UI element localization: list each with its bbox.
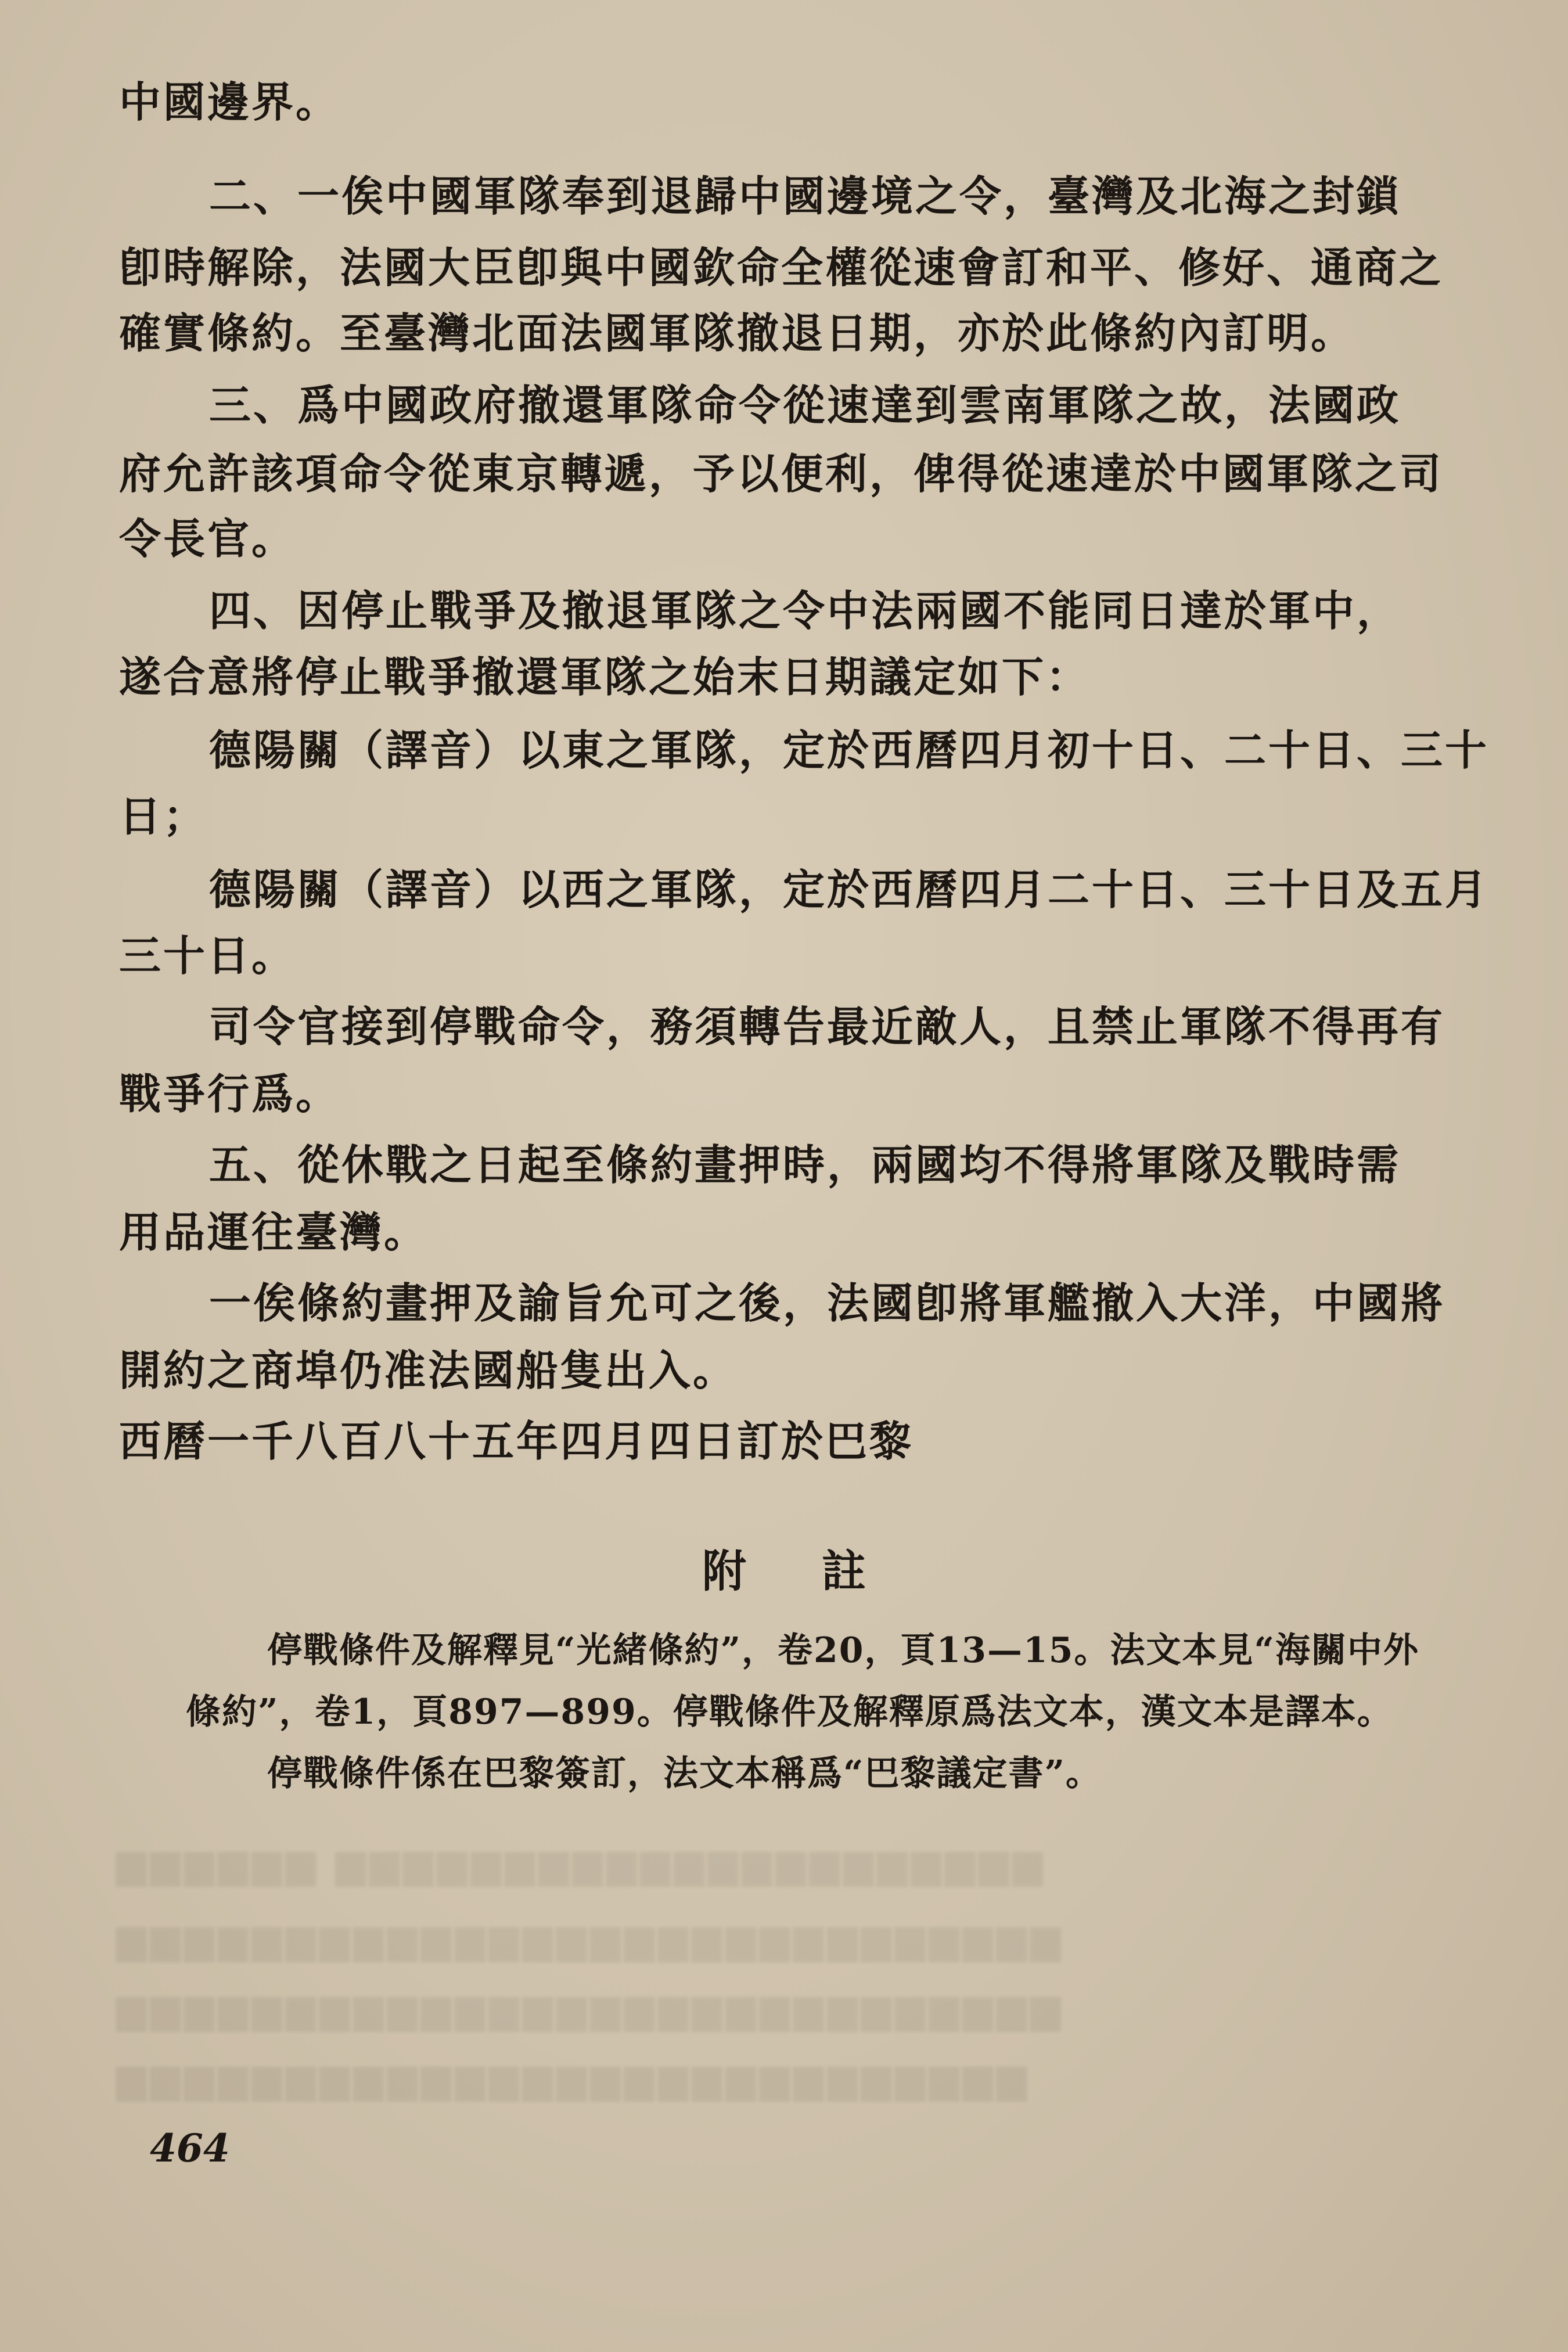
text-line: 用品運往臺灣。 [119,1207,429,1257]
text-line: 遂合意將停止戰爭撤還軍隊之始末日期議定如下： [119,652,1091,702]
bleed-through-text: ▆▆▆▆▆▆▆▆▆▆▆▆▆▆▆▆▆▆▆▆▆▆▆▆▆▆▆▆ [116,1916,1064,1962]
text-line: 開約之商埠仍准法國船隻出入。 [119,1346,738,1395]
text-line: 德陽關（譯音）以東之軍隊，定於西曆四月初十日、二十日、三十 [209,725,1490,775]
text-line: 西曆一千八百八十五年四月四日訂於巴黎 [119,1416,914,1466]
note-line: 停戰條件係在巴黎簽訂，法文本稱爲“巴黎議定書”。 [267,1753,1102,1794]
text-line: 確實條約。至臺灣北面法國軍隊撤退日期，亦於此條約內訂明。 [119,308,1355,358]
text-line: 三十日。 [119,931,296,980]
text-line: 司令官接到停戰命令，務須轉告最近敵人，且禁止軍隊不得再有 [209,1002,1445,1051]
page-number: 464 [150,2126,230,2171]
bleed-through-text: ▆▆▆▆▆▆▆▆▆▆▆▆▆▆▆▆▆▆▆▆▆▆▆▆▆▆▆▆ [116,1986,1064,2032]
text-line: 一俟條約畫押及諭旨允可之後，法國卽將軍艦撤入大洋，中國將 [209,1278,1445,1328]
text-line: 卽時解除，法國大臣卽與中國欽命全權從速會訂和平、修好、通商之 [119,243,1444,292]
text-line: 日； [119,792,208,841]
note-line: 條約”，卷1，頁897—899。停戰條件及解釋原爲法文本，漢文本是譯本。 [186,1692,1393,1732]
text-line: 府允許該項命令從東京轉遞，予以便利，俾得從速達於中國軍隊之司 [119,449,1444,498]
text-line: 令長官。 [119,514,296,563]
text-line: 德陽關（譯音）以西之軍隊，定於西曆四月二十日、三十日及五月 [209,865,1490,914]
notes-heading: 附註 [702,1545,941,1597]
text-line: 四、因停止戰爭及撤退軍隊之令中法兩國不能同日達於軍中， [209,586,1401,635]
note-line: 停戰條件及解釋見“光緒條約”，卷20，頁13—15。法文本見“海關中外 [267,1630,1420,1671]
bleed-through-text: ▆▆▆▆▆▆▆▆▆▆▆▆▆▆▆▆▆▆▆▆▆▆▆▆▆▆▆ [116,2056,1030,2102]
text-line: 戰爭行爲。 [119,1069,340,1119]
text-line: 五、從休戰之日起至條約畫押時，兩國均不得將軍隊及戰時需 [209,1140,1401,1189]
text-line: 三、爲中國政府撤還軍隊命令從速達到雲南軍隊之故，法國政 [209,380,1401,430]
bleed-through-text: ▆▆▆▆▆▆ ▆▆▆▆▆▆▆▆▆▆▆▆▆▆▆▆▆▆▆▆▆ [116,1841,1046,1887]
text-line: 二、一俟中國軍隊奉到退歸中國邊境之令，臺灣及北海之封鎖 [209,171,1401,221]
text-line: 中國邊界。 [119,77,340,127]
